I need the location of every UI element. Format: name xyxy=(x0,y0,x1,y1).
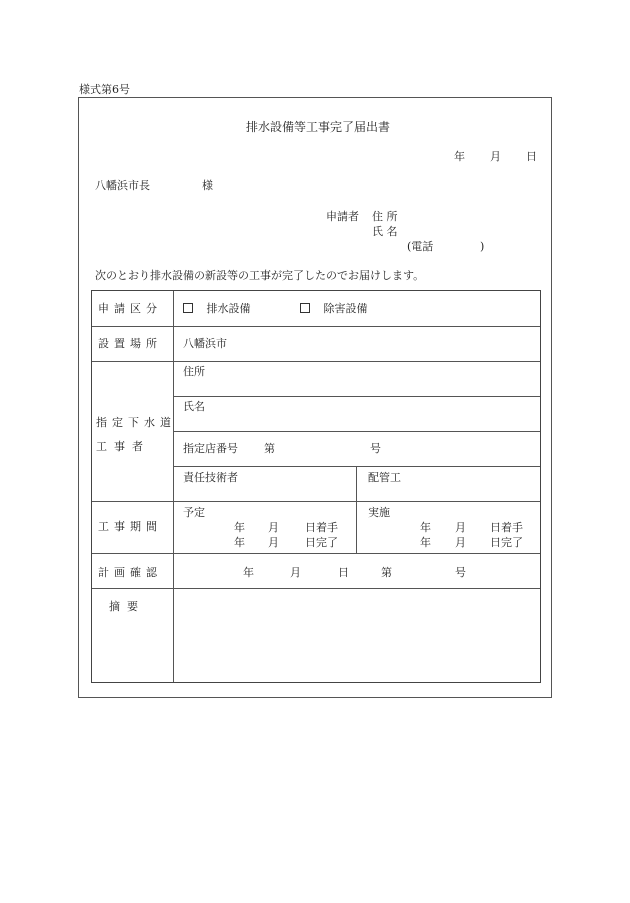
period-actual-label: 実施 xyxy=(368,506,390,519)
engineer-label: 責任技術者 xyxy=(183,471,238,484)
addressee-name: 八幡浜市長 xyxy=(95,179,150,192)
row-divider xyxy=(92,326,540,327)
row-divider xyxy=(92,553,540,554)
location-label: 設置場所 xyxy=(98,337,162,350)
applicant-phone-open: (電話 xyxy=(407,240,434,253)
row-divider xyxy=(173,431,540,432)
checkbox-sewer[interactable] xyxy=(183,303,193,313)
contractor-address-label: 住所 xyxy=(183,365,205,378)
period-planned-label: 予定 xyxy=(183,506,205,519)
planned-start-month: 月 xyxy=(268,521,279,534)
category-option-pollutant[interactable] xyxy=(300,303,368,314)
contractor-label-line1: 指定下水道 xyxy=(96,416,176,429)
row-divider xyxy=(92,501,540,502)
applicant-name-label: 氏 名 xyxy=(372,225,398,238)
actual-end-suffix: 日完了 xyxy=(490,536,523,549)
actual-start-month: 月 xyxy=(455,521,466,534)
remarks-label: 摘 要 xyxy=(109,600,138,613)
plumber-label: 配管工 xyxy=(368,471,401,484)
addressee-honorific: 様 xyxy=(202,179,213,192)
row-divider xyxy=(173,396,540,397)
planned-start-suffix: 日着手 xyxy=(305,521,338,534)
actual-start-suffix: 日着手 xyxy=(490,521,523,534)
applicant-phone-close: ) xyxy=(480,240,485,253)
store-number-go: 号 xyxy=(370,442,381,455)
column-divider xyxy=(356,466,357,553)
store-number-label: 指定店番号 xyxy=(183,442,238,455)
planned-end-year: 年 xyxy=(234,536,245,549)
contractor-label-line2: 工 事 者 xyxy=(96,440,143,453)
applicant-label: 申請者 xyxy=(326,210,359,223)
actual-end-month: 月 xyxy=(455,536,466,549)
planned-start-year: 年 xyxy=(234,521,245,534)
form-number: 様式第6号 xyxy=(79,83,130,96)
category-label: 申請区分 xyxy=(98,302,162,315)
option-sewer-label: 排水設備 xyxy=(206,302,251,315)
contractor-name-label: 氏名 xyxy=(183,400,205,413)
planned-end-month: 月 xyxy=(268,536,279,549)
plan-year: 年 xyxy=(243,566,254,579)
category-option-sewer[interactable] xyxy=(183,303,251,314)
planned-end-suffix: 日完了 xyxy=(305,536,338,549)
plan-go: 号 xyxy=(455,566,466,579)
row-divider xyxy=(92,361,540,362)
plan-month: 月 xyxy=(290,566,301,579)
plan-dai: 第 xyxy=(381,566,392,579)
table-label-divider xyxy=(173,291,174,682)
checkbox-pollutant[interactable] xyxy=(300,303,310,313)
applicant-address-label: 住 所 xyxy=(372,210,398,223)
date-month: 月 xyxy=(490,150,501,163)
row-divider xyxy=(92,588,540,589)
plan-label: 計画確認 xyxy=(98,566,162,579)
period-label: 工事期間 xyxy=(98,520,162,533)
intro-text: 次のとおり排水設備の新設等の工事が完了したのでお届けします。 xyxy=(95,269,425,282)
location-value: 八幡浜市 xyxy=(183,337,227,350)
date-year: 年 xyxy=(454,150,465,163)
actual-start-year: 年 xyxy=(420,521,431,534)
store-number-dai: 第 xyxy=(264,442,275,455)
option-pollutant-label: 除害設備 xyxy=(323,302,368,315)
plan-day: 日 xyxy=(338,566,349,579)
actual-end-year: 年 xyxy=(420,536,431,549)
form-title: 排水設備等工事完了届出書 xyxy=(246,120,391,134)
date-day: 日 xyxy=(526,150,537,163)
